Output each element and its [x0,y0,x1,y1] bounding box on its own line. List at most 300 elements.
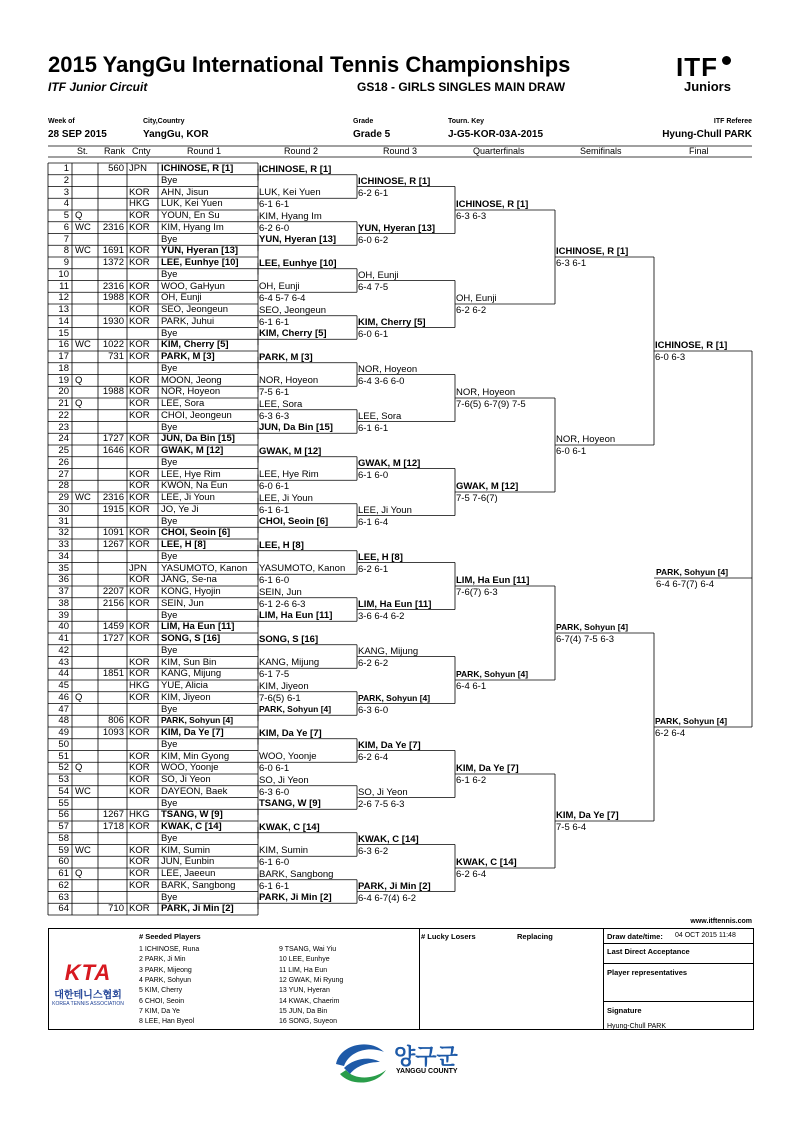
winner-name: GWAK, M [12] [259,445,322,457]
player-name: DAYEON, Baek [161,785,228,797]
rank: 731 [108,351,124,362]
player-name: KONG, Hyojin [161,586,221,597]
country: KOR [129,503,150,515]
winner-name: KIM, Sumin [259,845,309,857]
rank: 1718 [102,821,124,832]
winner-name: KIM, Cherry [5] [259,328,327,340]
draw-number: 42 [58,644,69,656]
player-name: OH, Eunji [161,292,202,304]
winner-name: PARK, Ji Min [2] [259,892,332,904]
player-name: KWAK, C [14] [161,821,222,832]
match-score: 3-6 6-4 6-2 [358,610,405,622]
country: KOR [129,785,150,797]
match-score: 6-3 6-3 [259,410,290,422]
draw-number: 64 [58,903,69,915]
draw-number: 17 [58,351,69,362]
rank: 2156 [102,597,124,609]
match-score: 6-3 6-1 [556,258,587,269]
player-name: JUN, Da Bin [15] [161,433,235,445]
player-name: YUN, Hyeran [13] [161,245,239,257]
grade-value: Grade 5 [353,129,391,140]
draw-number: 49 [58,727,69,738]
week-label: Week of [48,118,75,125]
match-score: 6-1 7-5 [259,669,290,681]
player-name: KIM, Da Ye [7] [161,727,224,738]
country: KOR [129,903,150,915]
draw-number: 62 [58,879,69,891]
country: KOR [129,409,150,421]
seed-entry: 10 LEE, Eunhye [279,956,330,964]
draw-number: 61 [58,868,69,879]
winner-name: JUN, Da Bin [15] [259,422,333,434]
draw-number: 28 [58,480,69,492]
player-name: KIM, Sumin [161,844,211,856]
winner-name: NOR, Hoyeon [259,375,319,387]
draw-number: 22 [58,409,69,421]
event-title: GS18 - GIRLS SINGLES MAIN DRAW [357,80,566,94]
yanggu-emblem-icon [330,1034,390,1090]
rank: 1930 [102,315,124,327]
player-name: Bye [161,456,178,468]
circuit-label: ITF Junior Circuit [48,80,148,94]
kta-korean-name: 대한테니스협회 [54,990,122,1001]
winner-name: PARK, Sohyun [4] [456,669,529,679]
winner-name: KWAK, C [14] [259,821,320,833]
match-score: 7-5 6-4 [556,822,587,833]
country: KOR [129,586,150,597]
winner-name: OH, Eunji [456,293,497,304]
player-name: LEE, Jaeeun [161,868,216,879]
city-value: YangGu, KOR [143,129,209,140]
player-name: CHOI, Jeongeun [161,409,232,421]
match-score: 6-1 6-2 [456,775,487,786]
draw-number: 59 [58,844,69,856]
seed-entry: 12 GWAK, Mi Ryung [279,976,344,984]
match-score: 6-4 6-1 [456,681,487,692]
country: KOR [129,527,150,539]
match-score: 6-0 6-2 [358,234,389,246]
winner-name: KANG, Mijung [259,657,320,669]
draw-number: 3 [63,186,69,198]
player-name: LIM, Ha Eun [11] [161,621,235,633]
player-name: NOR, Hoyeon [161,386,221,398]
draw-number: 46 [58,691,69,703]
player-name: WOO, GaHyun [161,280,225,292]
seed-entry: 16 SONG, Suyeon [279,1018,337,1026]
winner-name: SO, Ji Yeon [259,774,309,786]
match-score: 6-3 6-0 [259,786,290,798]
winner-name: PARK, Sohyun [4] [655,716,728,726]
country: KOR [129,656,150,668]
draw-number: 19 [58,374,69,386]
match-score: 6-1 6-1 [358,422,389,434]
draw-number: 18 [58,362,69,374]
rank: 1691 [102,245,124,257]
col-cnty: Cnty [132,146,151,156]
col-final: Final [689,146,709,156]
country: HKG [129,198,150,210]
draw-date-value: 04 OCT 2015 11:48 [675,932,736,939]
seed-entry: 1 ICHINOSE, Runa [139,946,200,953]
player-name: SONG, S [16] [161,633,221,644]
player-name: ICHINOSE, R [1] [161,163,234,174]
seed-entry: 8 LEE, Han Byeol [139,1018,195,1026]
divider [603,929,604,1029]
country: KOR [129,374,150,386]
player-name: LEE, H [8] [161,539,206,550]
winner-name: LEE, Sora [358,410,402,422]
match-score: 6-3 6-2 [358,845,389,857]
player-name: LEE, Sora [161,398,205,409]
winner-name: KIM, Da Ye [7] [358,739,421,751]
draw-number: 15 [58,327,69,339]
country: KOR [129,245,150,257]
winner-name: ICHINOSE, R [1] [655,340,728,351]
divider [603,1001,753,1002]
player-name: PARK, M [3] [161,351,215,362]
match-score: 6-4 3-6 6-0 [358,375,405,387]
draw-number: 47 [58,703,69,715]
draw-number: 10 [58,268,69,280]
winner-name: LEE, Sora [259,398,303,410]
winner-name: KWAK, C [14] [358,833,419,845]
country: KOR [129,750,150,762]
champion-score: 6-4 6-7(7) 6-4 [656,579,715,590]
match-score: 6-4 6-7(4) 6-2 [358,892,417,904]
draw-number: 53 [58,774,69,785]
draw-number: 7 [63,233,69,245]
player-name: Bye [161,268,178,280]
country: KOR [129,386,150,398]
match-score: 6-7(4) 7-5 6-3 [556,634,615,645]
winner-name: SEIN, Jun [259,586,302,598]
winner-name: KIM, Da Ye [7] [259,727,322,739]
player-name: Bye [161,644,178,656]
match-score: 6-2 6-2 [456,305,487,316]
itf-logo-subtext: Juniors [684,79,731,94]
draw-number: 25 [58,445,69,456]
player-name: Bye [161,362,178,374]
winner-name: TSANG, W [9] [259,798,321,810]
match-score: 6-2 6-4 [655,728,686,739]
player-name: BARK, Sangbong [161,879,236,891]
draw-number: 44 [58,668,69,680]
country: KOR [129,210,150,221]
draw-number: 20 [58,386,69,398]
rank: 2316 [102,280,124,292]
player-name: Bye [161,703,178,715]
winner-name: NOR, Hoyeon [556,434,616,445]
player-name: LEE, Hye Rim [161,468,221,480]
country: KOR [129,727,150,738]
country: HKG [129,680,150,691]
player-name: KIM, Sun Bin [161,656,217,668]
rank: 1091 [102,527,124,539]
match-score: 6-1 6-0 [358,469,389,481]
draw-number: 21 [58,398,69,409]
winner-name: LEE, H [8] [259,539,304,551]
winner-name: ICHINOSE, R [1] [358,175,431,187]
player-name: Bye [161,891,178,903]
match-score: 7-5 6-1 [259,387,290,399]
match-score: 6-1 6-0 [259,575,290,587]
country: KOR [129,292,150,304]
winner-name: LEE, Eunhye [10] [259,257,337,269]
match-score: 6-0 6-1 [556,446,587,457]
status: Q [75,374,83,386]
tourn-key-label: Tourn. Key [448,118,485,125]
winner-name: LEE, Ji Youn [259,492,313,504]
player-name: PARK, Sohyun [4] [161,715,234,726]
country: KOR [129,774,150,785]
col-st: St. [77,146,89,156]
country: KOR [129,304,150,315]
rank: 1727 [102,633,124,644]
player-name: YOUN, En Su [161,210,220,221]
draw-number: 11 [59,280,69,292]
winner-name: GWAK, M [12] [456,481,519,492]
kta-logo [48,960,128,1007]
match-score: 6-1 6-1 [259,199,290,211]
player-name: CHOI, Seoin [6] [161,527,231,539]
match-score: 6-2 6-4 [358,751,389,763]
country: KOR [129,468,150,480]
country: KOR [129,621,150,633]
draw-number: 14 [58,315,69,327]
country: KOR [129,691,150,703]
player-name: YUE, Alicia [161,680,208,691]
week-value: 28 SEP 2015 [48,129,107,140]
country: KOR [129,879,150,891]
player-name: KIM, Min Gyong [161,750,230,762]
country: KOR [129,315,150,327]
country: KOR [129,539,150,550]
winner-name: LIM, Ha Eun [11] [259,610,333,622]
country: JPN [129,163,147,174]
rank: 1022 [102,339,124,351]
status: WC [75,245,91,257]
winner-name: YUN, Hyeran [13] [358,222,436,234]
country: KOR [129,339,150,351]
status: Q [75,868,83,879]
draw-number: 24 [58,433,69,445]
draw-number: 60 [58,856,69,868]
kta-logo-mark: KTA [64,960,112,985]
status: Q [75,762,83,774]
match-score: 6-3 6-3 [456,211,487,222]
winner-name: ICHINOSE, R [1] [556,246,629,257]
winner-name: PARK, Sohyun [4] [259,704,332,715]
winner-name: ICHINOSE, R [1] [259,163,332,175]
player-name: JUN, Eunbin [161,856,215,868]
match-score: 6-4 7-5 [358,281,389,293]
winner-name: CHOI, Seoin [6] [259,516,329,528]
match-score: 6-2 6-1 [358,187,389,199]
country: KOR [129,668,150,680]
draw-number: 35 [58,562,69,574]
match-score: 6-2 6-4 [456,869,487,880]
winner-name: KIM, Hyang Im [259,210,322,222]
rank: 2316 [102,221,124,233]
winner-name: KIM, Da Ye [7] [456,763,519,774]
country: KOR [129,280,150,292]
grade-label: Grade [353,118,374,125]
draw-number: 52 [58,762,69,774]
divider [603,943,753,944]
match-score: 6-1 6-1 [259,880,290,892]
signature-label: Signature [607,1006,642,1015]
rank: 560 [108,163,124,174]
status: WC [75,221,91,233]
winner-name: KANG, Mijung [358,645,419,657]
replacing-title: Replacing [517,932,553,941]
country: KOR [129,351,150,362]
country: KOR [129,398,150,409]
rank: 1093 [102,727,124,738]
referee-label: ITF Referee [713,118,752,125]
match-score: 6-0 6-1 [259,481,290,493]
match-score: 6-0 6-3 [655,352,686,363]
country: KOR [129,633,150,644]
seed-entry: 6 CHOI, Seoin [139,997,185,1005]
draw-number: 2 [63,174,69,186]
player-name: TSANG, W [9] [161,809,223,821]
player-name: Bye [161,515,178,527]
rank: 1372 [102,257,124,268]
draw-number: 6 [63,221,69,233]
player-name: GWAK, M [12] [161,445,224,456]
draw-number: 40 [58,621,69,633]
player-name: Bye [161,797,178,809]
rank: 1988 [102,386,124,398]
draw-number: 55 [58,797,69,809]
winner-name: LIM, Ha Eun [11] [358,598,432,610]
rank: 1459 [102,621,124,633]
col-round2: Round 2 [284,146,319,156]
draw-number: 13 [58,304,69,315]
winner-name: BARK, Sangbong [259,868,334,880]
draw-number: 63 [58,891,69,903]
winner-name: ICHINOSE, R [1] [456,199,529,210]
winner-name: LEE, Hye Rim [259,469,319,481]
tourn-key-value: J-G5-KOR-03A-2015 [448,129,544,140]
player-name: WOO, Yoonje [161,762,219,774]
player-name: Bye [161,832,178,844]
match-score: 6-0 6-1 [358,328,389,340]
rank: 1727 [102,433,124,445]
player-name: Bye [161,233,178,245]
match-score: 2-6 7-5 6-3 [358,798,405,810]
signer-name: Hyung-Chull PARK [607,1023,667,1030]
country: KOR [129,574,150,586]
country: KOR [129,597,150,609]
rank: 1851 [102,668,124,680]
status: Q [75,691,83,703]
draw-number: 50 [58,738,69,750]
draw-number: 9 [63,257,69,268]
status: WC [75,339,91,351]
rank: 1267 [102,539,124,550]
referee-value: Hyung-Chull PARK [662,129,752,140]
yanggu-county-logo [330,1034,480,1090]
champion-name: PARK, Sohyun [4] [656,567,729,577]
match-score: 6-2 6-0 [259,222,290,234]
player-name: Bye [161,421,178,433]
draw-number: 45 [58,680,69,691]
match-score: 6-1 6-1 [259,504,290,516]
winner-name: LUK, Kei Yuen [259,187,321,199]
match-score: 6-1 2-6 6-3 [259,598,306,610]
yanggu-english-name: YANGGU COUNTY [396,1068,458,1075]
match-score: 6-2 6-1 [358,563,389,575]
draw-number: 29 [58,492,69,503]
player-name: KIM, Hyang Im [161,221,224,233]
itf-logo-text: ITF [676,52,718,82]
player-name: YASUMOTO, Kanon [161,562,248,574]
country: KOR [129,492,150,503]
draw-number: 54 [58,785,69,797]
seed-entry: 7 KIM, Da Ye [139,1007,180,1015]
rank: 2316 [102,492,124,503]
seeded-title: # Seeded Players [139,932,201,941]
draw-number: 34 [58,550,69,562]
winner-name: SEO, Jeongeun [259,304,327,316]
winner-name: PARK, Ji Min [2] [358,880,431,892]
draw-number: 32 [58,527,69,539]
footer-box [48,928,754,1030]
draw-number: 51 [58,750,69,762]
country: KOR [129,844,150,856]
draw-number: 16 [58,339,69,351]
seed-entry: 4 PARK, Sohyun [139,976,192,984]
match-score: 7-6(5) 6-7(9) 7-5 [456,399,526,410]
country: KOR [129,445,150,456]
draw-number: 26 [58,456,69,468]
country: KOR [129,868,150,879]
player-name: SEO, Jeongeun [161,304,229,315]
player-name: AHN, Jisun [161,186,209,198]
draw-number: 31 [58,515,69,527]
winner-name: KIM, Cherry [5] [358,316,426,328]
match-score: 7-6(5) 6-1 [259,692,301,704]
draw-number: 5 [63,210,69,221]
player-name: LUK, Kei Yuen [161,198,223,210]
seed-entry: 9 TSANG, Wai Yiu [279,946,337,953]
player-name: KWON, Na Eun [161,480,228,492]
player-name: JANG, Se-na [161,574,217,586]
country: JPN [129,562,147,574]
match-score: 6-2 6-2 [358,657,389,669]
seed-entry: 3 PARK, Mijeong [139,966,192,974]
itf-url[interactable]: www.itftennis.com [690,918,752,925]
match-score: 7-5 7-6(7) [456,493,498,504]
draw-number: 1 [63,163,69,174]
status: Q [75,210,83,221]
page-title: 2015 YangGu International Tennis Championships [48,52,571,77]
country: HKG [129,809,150,821]
country: KOR [129,856,150,868]
col-rank: Rank [104,146,126,156]
draw-number: 56 [58,809,69,821]
rank: 710 [108,903,124,915]
seed-entry: 11 LIM, Ha Eun [279,966,328,974]
winner-name: OH, Eunji [358,269,399,281]
col-round3: Round 3 [383,146,418,156]
match-score: 6-1 6-0 [259,857,290,869]
match-score: 6-1 6-1 [259,316,290,328]
status: WC [75,844,91,856]
rank: 806 [108,715,124,727]
